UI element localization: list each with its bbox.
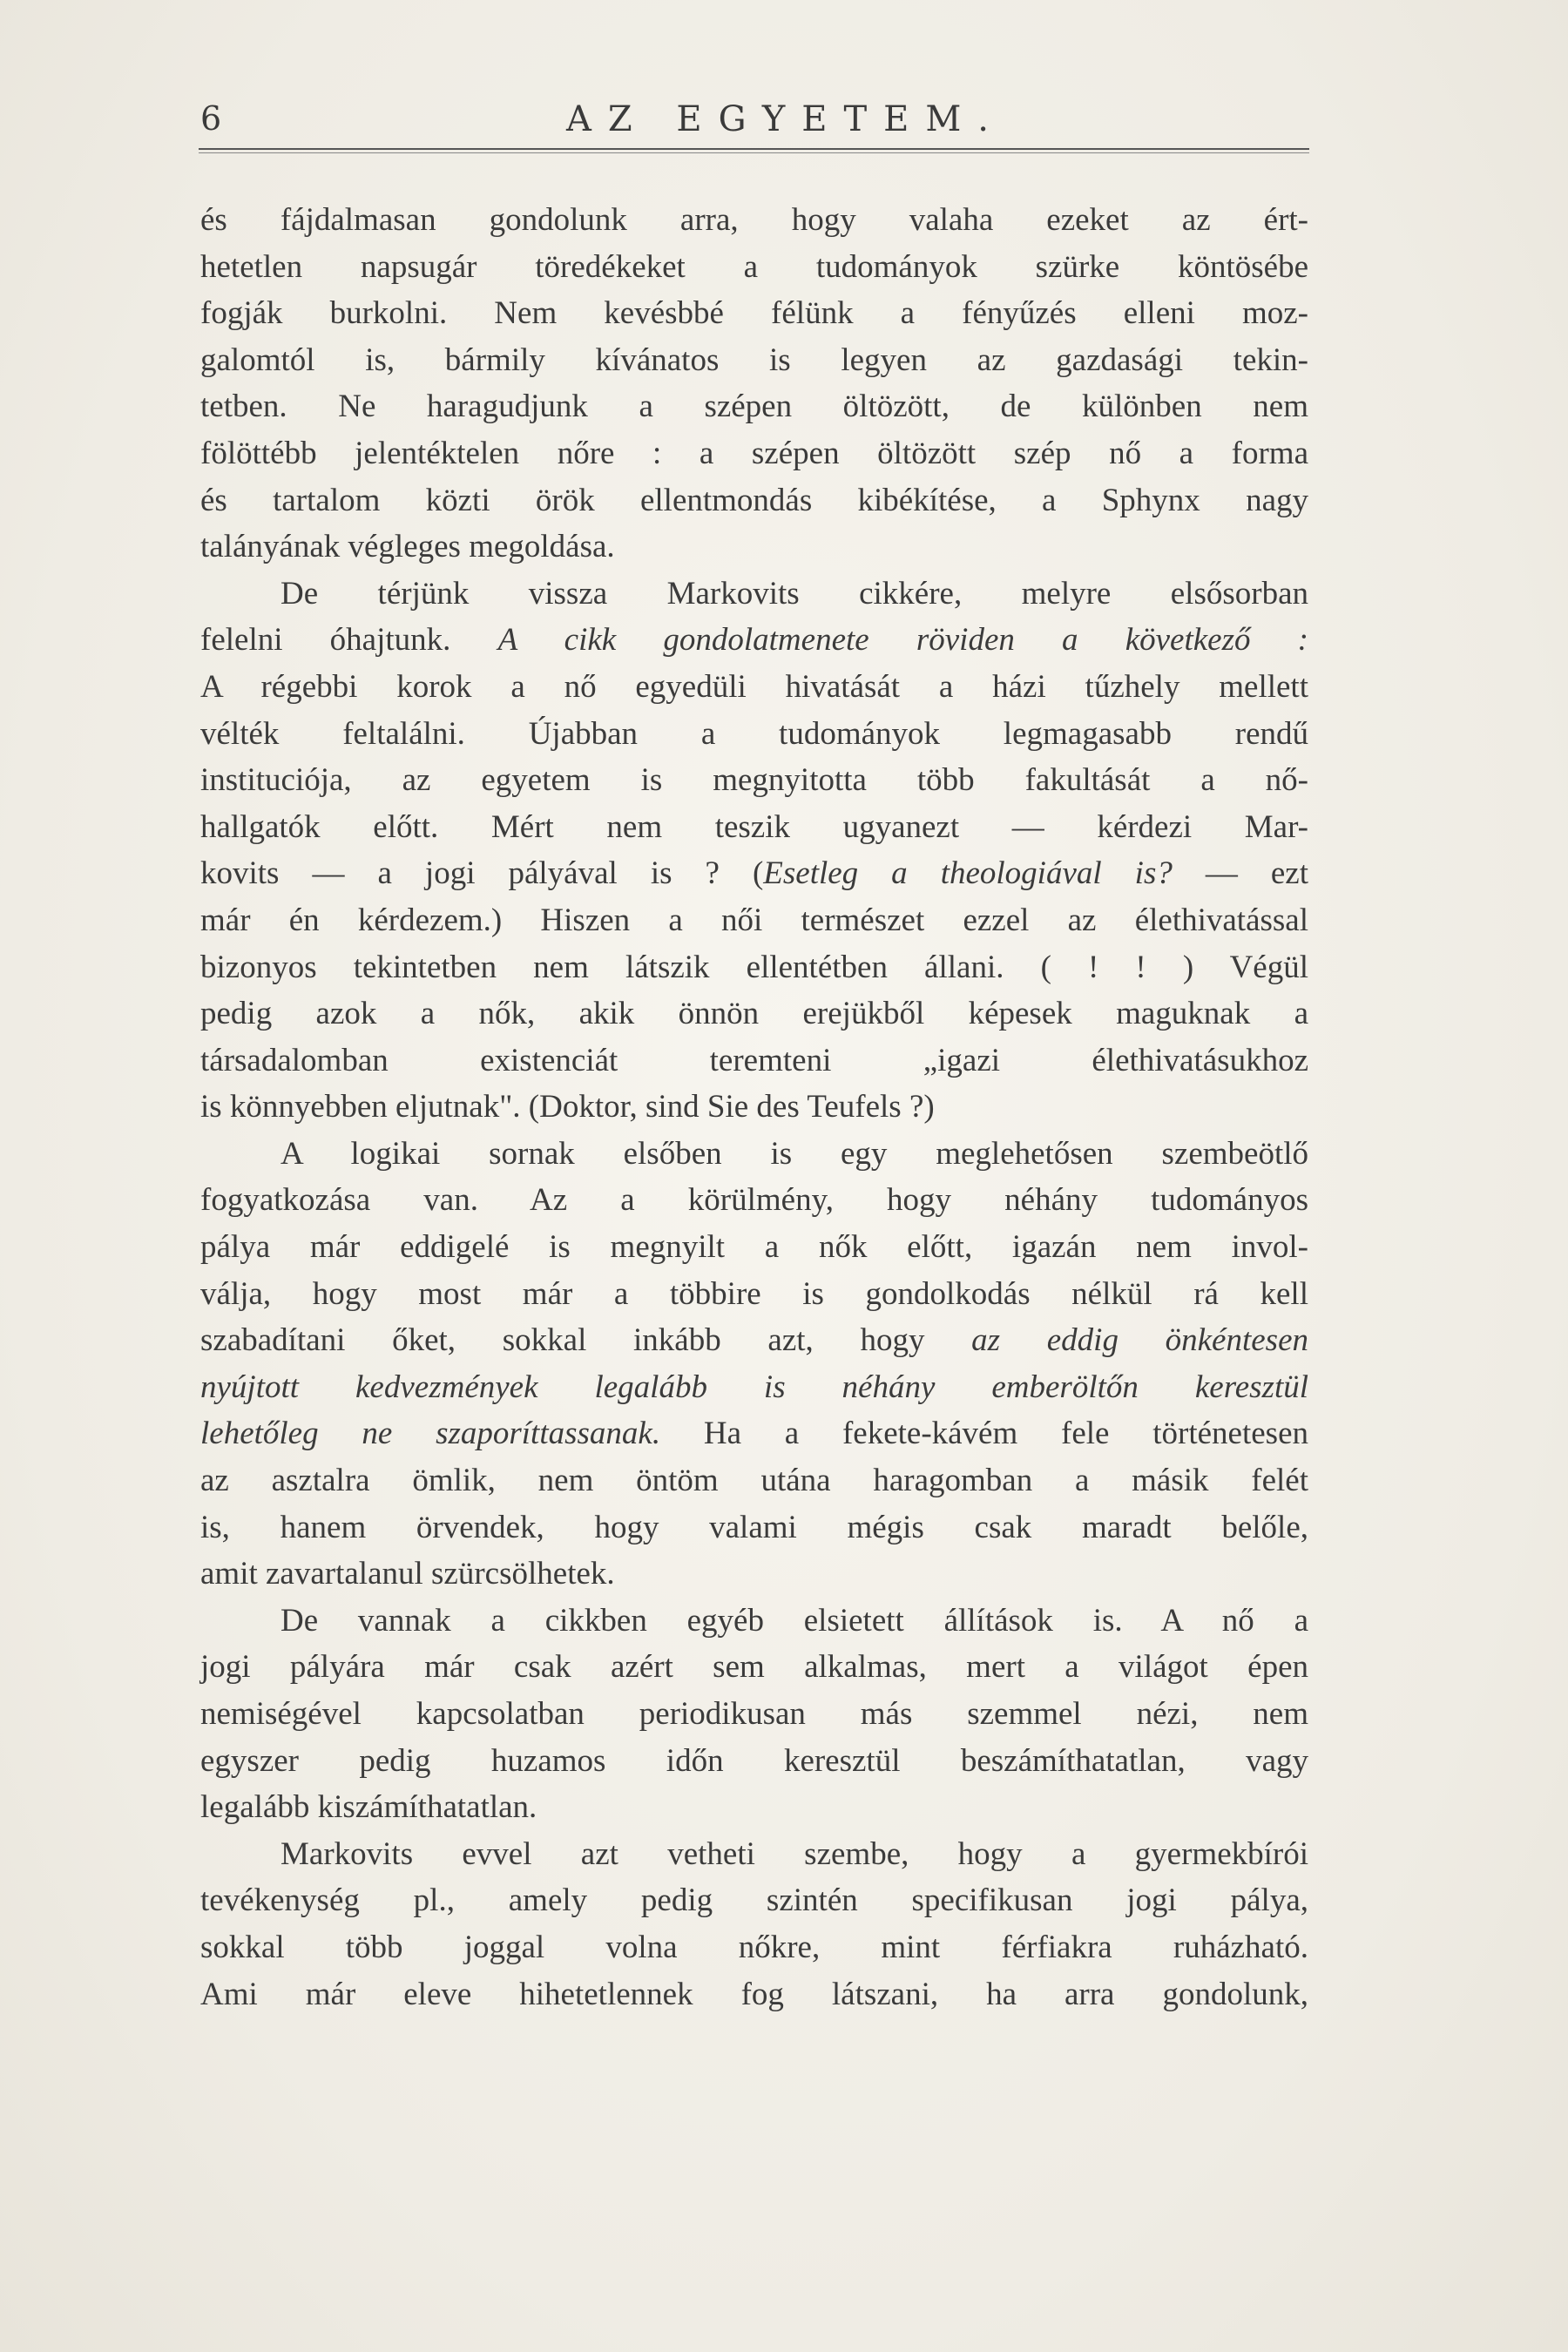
text-segment: fogják burkolni. Nem kevésbbé félünk a fényűzés elleni moz- (200, 295, 1308, 332)
text-line (200, 477, 1308, 524)
text-line (200, 1224, 1308, 1271)
text-line (200, 990, 1308, 1037)
text-line (200, 1177, 1308, 1224)
text-line (200, 383, 1308, 430)
header-rule-secondary (199, 152, 1309, 153)
text-line (200, 1738, 1308, 1785)
text-line (200, 1551, 1308, 1598)
text-line (200, 1504, 1308, 1551)
text-line (200, 1410, 1308, 1457)
text-segment: vélték feltalálni. Újabban a tudományok legmagasabb rendű (200, 715, 1308, 752)
text-segment: bizonyos tekintetben nem látszik ellentétben állani. ( ! ! ) Végül (200, 949, 1308, 985)
text-line (200, 711, 1308, 758)
text-segment: Ha a fekete-kávém fele történetesen (660, 1416, 1308, 1452)
italic-text: nyújtott kedvezmények legalább is néhány emberöltőn keresztül (200, 1369, 1308, 1405)
text-segment: Ami már eleve hihetetlennek fog látszani, ha arra gondolunk, (200, 1976, 1308, 2012)
page-header (200, 94, 1307, 146)
text-segment: amit zavartalanul szürcsölhetek. (200, 1556, 615, 1592)
text-line (200, 1131, 1308, 1178)
text-segment: felelni óhajtunk. (200, 622, 498, 659)
text-segment: pedig azok a nők, akik önnön erejükből képesek maguknak a (200, 996, 1308, 1032)
paragraph (200, 197, 1308, 571)
text-line (200, 897, 1308, 944)
text-segment: tevékenység pl., amely pedig szintén specifikusan jogi pálya, (200, 1882, 1308, 1919)
text-segment: Markovits evvel azt vetheti szembe, hogy a gyermekbírói (280, 1835, 1308, 1872)
text-line (200, 1831, 1308, 1878)
text-segment: válja, hogy most már a többire is gondolkodás nélkül rá kell (200, 1275, 1308, 1312)
text-line (200, 804, 1308, 851)
text-segment: is, hanem örvendek, hogy valami mégis csak maradt belőle, (200, 1509, 1308, 1545)
text-segment: De térjünk vissza Markovits cikkére, melyre elsősorban (280, 575, 1308, 612)
text-line (200, 1317, 1308, 1364)
text-line (200, 664, 1308, 711)
text-segment: tetben. Ne haragudjunk a szépen öltözött, de különben nem (200, 389, 1308, 425)
text-segment: galomtól is, bármily kívánatos is legyen az gazdasági tekin- (200, 341, 1308, 378)
paragraph (200, 571, 1308, 1131)
text-segment: talányának végleges megoldása. (200, 529, 615, 565)
text-segment: De vannak a cikkben egyéb elsietett állítások is. A nő a (280, 1602, 1308, 1639)
text-line (200, 1457, 1308, 1504)
text-line (200, 337, 1308, 384)
text-line (200, 524, 1308, 571)
text-segment: egyszer pedig huzamos időn keresztül beszámíthatatlan, vagy (200, 1742, 1308, 1779)
italic-text: lehetőleg ne szaporíttassanak. (200, 1416, 661, 1452)
text-segment: és tartalom közti örök ellentmondás kibékítése, a Sphynx nagy (200, 482, 1308, 518)
text-line (200, 1971, 1308, 2018)
text-segment: fölöttébb jelentéktelen nőre : a szépen öltözött szép nő a forma (200, 435, 1308, 471)
text-segment: az asztalra ömlik, nem öntöm utána haragomban a másik felét (200, 1463, 1308, 1499)
text-segment: kovits — a jogi pályával is ? ( (200, 855, 764, 892)
text-line (200, 571, 1308, 618)
text-segment: nemiségével kapcsolatban periodikusan más szemmel nézi, nem (200, 1696, 1308, 1732)
text-segment: A logikai sornak elsőben is egy meglehetősen szembeötlő (280, 1135, 1308, 1172)
text-line (200, 1598, 1308, 1645)
text-line (200, 1877, 1308, 1924)
text-line (200, 1271, 1308, 1318)
text-line (200, 244, 1308, 291)
text-line (200, 1364, 1308, 1411)
text-line (200, 944, 1308, 991)
paragraph (200, 1131, 1308, 1598)
text-segment: A régebbi korok a nő egyedüli hivatását a házi tűzhely mellett (200, 668, 1308, 705)
text-segment: társadalomban existenciát teremteni „igazi élethivatásukhoz (200, 1042, 1308, 1078)
italic-text: A cikk gondolatmenete röviden a következő : (497, 622, 1308, 659)
text-segment: szabadítani őket, sokkal inkább azt, hogy (200, 1322, 972, 1359)
text-line (200, 1924, 1308, 1971)
text-line (200, 197, 1308, 244)
text-segment: már én kérdezem.) Hiszen a női természet ezzel az élethivatással (200, 902, 1308, 938)
running-title: AZ EGYETEM. (566, 99, 1005, 139)
text-segment: instituciója, az egyetem is megnyitotta több fakultását a nő- (200, 762, 1308, 799)
text-line (200, 1691, 1308, 1738)
text-segment: hallgatók előtt. Mért nem teszik ugyanezt — kérdezi Mar- (200, 808, 1308, 845)
text-segment: — ezt (1172, 855, 1308, 892)
text-segment: fogyatkozása van. Az a körülmény, hogy néhány tudományos (200, 1182, 1308, 1219)
text-segment: és fájdalmasan gondolunk arra, hogy valaha ezeket az ért- (200, 202, 1308, 238)
text-line (200, 617, 1308, 664)
paragraph (200, 1598, 1308, 1831)
text-segment: hetetlen napsugár töredékeket a tudományok szürke köntösébe (200, 248, 1308, 285)
text-line (200, 430, 1308, 477)
text-line (200, 1084, 1308, 1131)
text-line (200, 1644, 1308, 1691)
text-segment: legalább kiszámíthatatlan. (200, 1789, 537, 1826)
header-rule (199, 148, 1309, 150)
italic-text: az eddig önkéntesen (971, 1322, 1308, 1359)
text-line (200, 1784, 1308, 1831)
paragraph (200, 1831, 1308, 2017)
italic-text: Esetleg a theologiával is? (763, 855, 1173, 892)
text-segment: sokkal több joggal volna nőkre, mint férfiakra ruházható. (200, 1929, 1308, 1965)
text-segment: jogi pályára már csak azért sem alkalmas, mert a világot épen (200, 1649, 1308, 1686)
text-segment: is könnyebben eljutnak". (Doktor, sind Sie des Teufels ?) (200, 1089, 935, 1125)
text-line (200, 850, 1308, 897)
page-number: 6 (200, 99, 222, 138)
body-text (200, 197, 1308, 2017)
text-line (200, 1037, 1308, 1085)
text-line (200, 290, 1308, 337)
text-line (200, 757, 1308, 804)
text-segment: pálya már eddigelé is megnyilt a nők előtt, igazán nem invol- (200, 1229, 1308, 1266)
